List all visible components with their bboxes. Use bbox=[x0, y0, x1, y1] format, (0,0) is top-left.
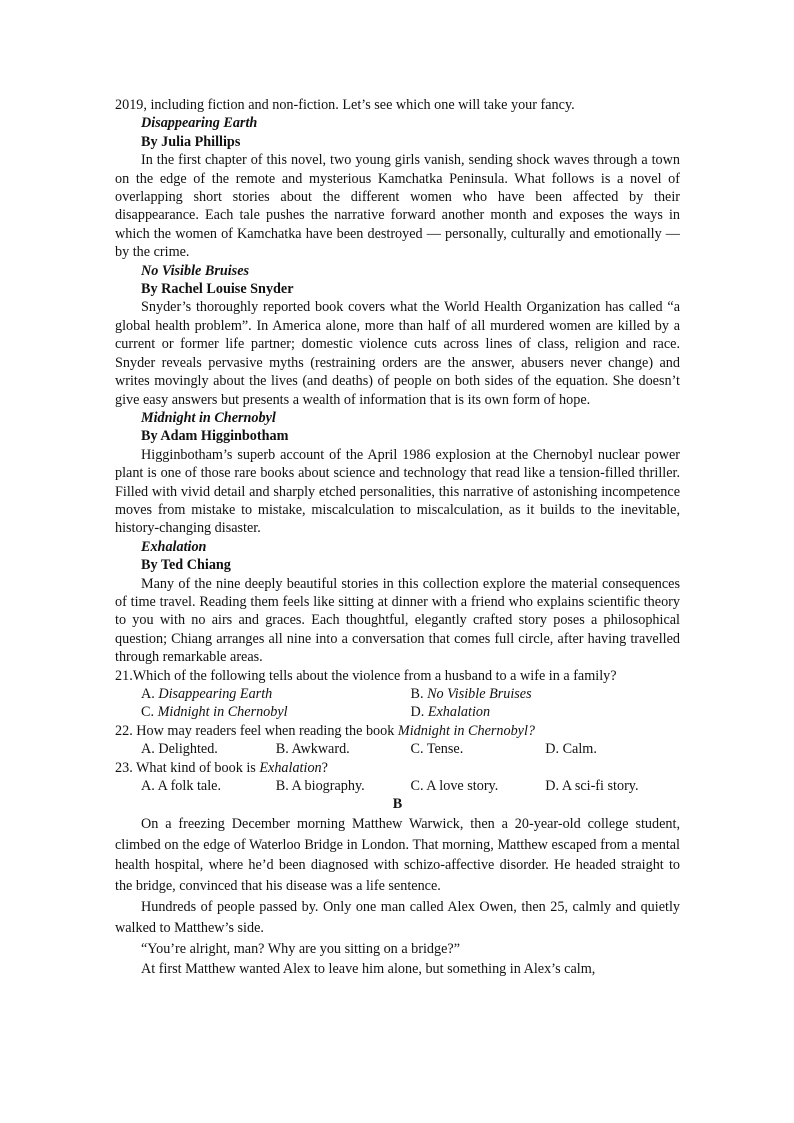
option-a: A. Disappearing Earth bbox=[141, 686, 273, 702]
option-b: B. Awkward. bbox=[275, 741, 350, 758]
question-23 bbox=[115, 759, 680, 796]
question-22 bbox=[115, 722, 680, 759]
passage-paragraph: “You’re alright, man? Why are you sitting on a bridge?” bbox=[141, 940, 461, 957]
book-author: By Rachel Louise Snyder bbox=[141, 281, 294, 298]
option-a: A. Delighted. bbox=[141, 741, 218, 758]
options-row bbox=[115, 740, 680, 758]
option-b: B. A biography. bbox=[275, 778, 365, 795]
option-c: C. Tense. bbox=[410, 741, 464, 758]
passage-paragraph: Hundreds of people passed by. Only one man called Alex Owen, then 25, calmly and quietly walked to Matthew’s side. bbox=[115, 899, 680, 936]
book-description: In the first chapter of this novel, two young girls vanish, sending shock waves through a town on the edge of the remote and mysterious Kamchatka Peninsula. What follows is a novel of overlapping short stories about the different women who have been affected by their disappearance. Each tale pushes the narrative forward another month and exposes the ways in which the women of Kamchatka have been destroyed — personally, culturally and emotionally — by the crime. bbox=[115, 152, 680, 261]
intro-tail: 2019, including fiction and non-fiction. Let’s see which one will take your fancy. bbox=[115, 97, 575, 113]
question-stem: 23. What kind of book is Exhalation? bbox=[115, 759, 328, 776]
option-b: B. No Visible Bruises bbox=[410, 686, 532, 702]
options-row bbox=[115, 703, 680, 721]
passage-paragraph: At first Matthew wanted Alex to leave him alone, but something in Alex’s calm, bbox=[141, 961, 596, 978]
book-description: Snyder’s thoroughly reported book covers what the World Health Organization has called “a global health problem”. In America alone, more than half of all murdered women are killed by a current or former life partner; domestic violence cuts across lines of class, religion and race. Snyder reveals pervasive myths (restraining orders are the answer, abusers never change) and writes movingly about the lives (and deaths) of people on both sides of the equation. She doesn’t give easy answers but presents a wealth of information that is its own form of hope. bbox=[115, 299, 680, 408]
book-entry bbox=[115, 262, 680, 409]
book-entry bbox=[115, 409, 680, 538]
book-entry bbox=[115, 538, 680, 667]
book-title: No Visible Bruises bbox=[141, 262, 250, 279]
book-description: Higginbotham’s superb account of the April 1986 explosion at the Chernobyl nuclear power plant is one of those rare books about science and technology that read like a tension-filled thriller. Filled with vivid detail and sharply etched personalities, this narrative of astonishing incompetence moves from mistake to mistake, miscalculation to miscalculation, as it builds to the inevitable, history-changing disaster. bbox=[115, 446, 680, 537]
book-description: Many of the nine deeply beautiful stories in this collection explore the material consequences of time travel. Reading them feels like sitting at dinner with a friend who explains scientific theory to you with no airs and graces. Each thoughtful, elegantly crafted story poses a philosophical question; Chiang arranges all nine into a conversation that comes full circle, after having travelled through remarkable areas. bbox=[115, 575, 680, 666]
book-author: By Ted Chiang bbox=[141, 557, 231, 574]
option-d: D. Calm. bbox=[545, 741, 597, 758]
book-title: Disappearing Earth bbox=[141, 115, 258, 132]
options-row bbox=[115, 777, 680, 795]
section-heading: B bbox=[392, 796, 403, 813]
book-title: Exhalation bbox=[141, 538, 207, 555]
book-title: Midnight in Chernobyl bbox=[141, 409, 276, 426]
option-c: C. A love story. bbox=[410, 778, 499, 795]
option-d: D. A sci-fi story. bbox=[545, 778, 639, 795]
book-author: By Adam Higginbotham bbox=[141, 428, 289, 445]
book-entry bbox=[115, 114, 680, 261]
document-body bbox=[115, 96, 680, 980]
book-author: By Julia Phillips bbox=[141, 133, 241, 150]
question-stem: 22. How may readers feel when reading the book Midnight in Chernobyl? bbox=[115, 722, 536, 739]
options-row bbox=[115, 685, 680, 703]
question-stem: 21.Which of the following tells about the violence from a husband to a wife in a family? bbox=[115, 667, 617, 684]
option-d: D. Exhalation bbox=[410, 704, 491, 721]
passage-paragraph: On a freezing December morning Matthew Warwick, then a 20-year-old college student, climbed on the edge of Waterloo Bridge in London. That morning, Matthew escaped from a mental health hospital, where he’d been diagnosed with schizo-affective disorder. He headed straight to the bridge, convinced that his disease was a life sentence. bbox=[115, 815, 680, 895]
question-21 bbox=[115, 667, 680, 722]
option-a: A. A folk tale. bbox=[141, 778, 221, 795]
option-c: C. Midnight in Chernobyl bbox=[141, 704, 288, 721]
section-b bbox=[115, 795, 680, 980]
